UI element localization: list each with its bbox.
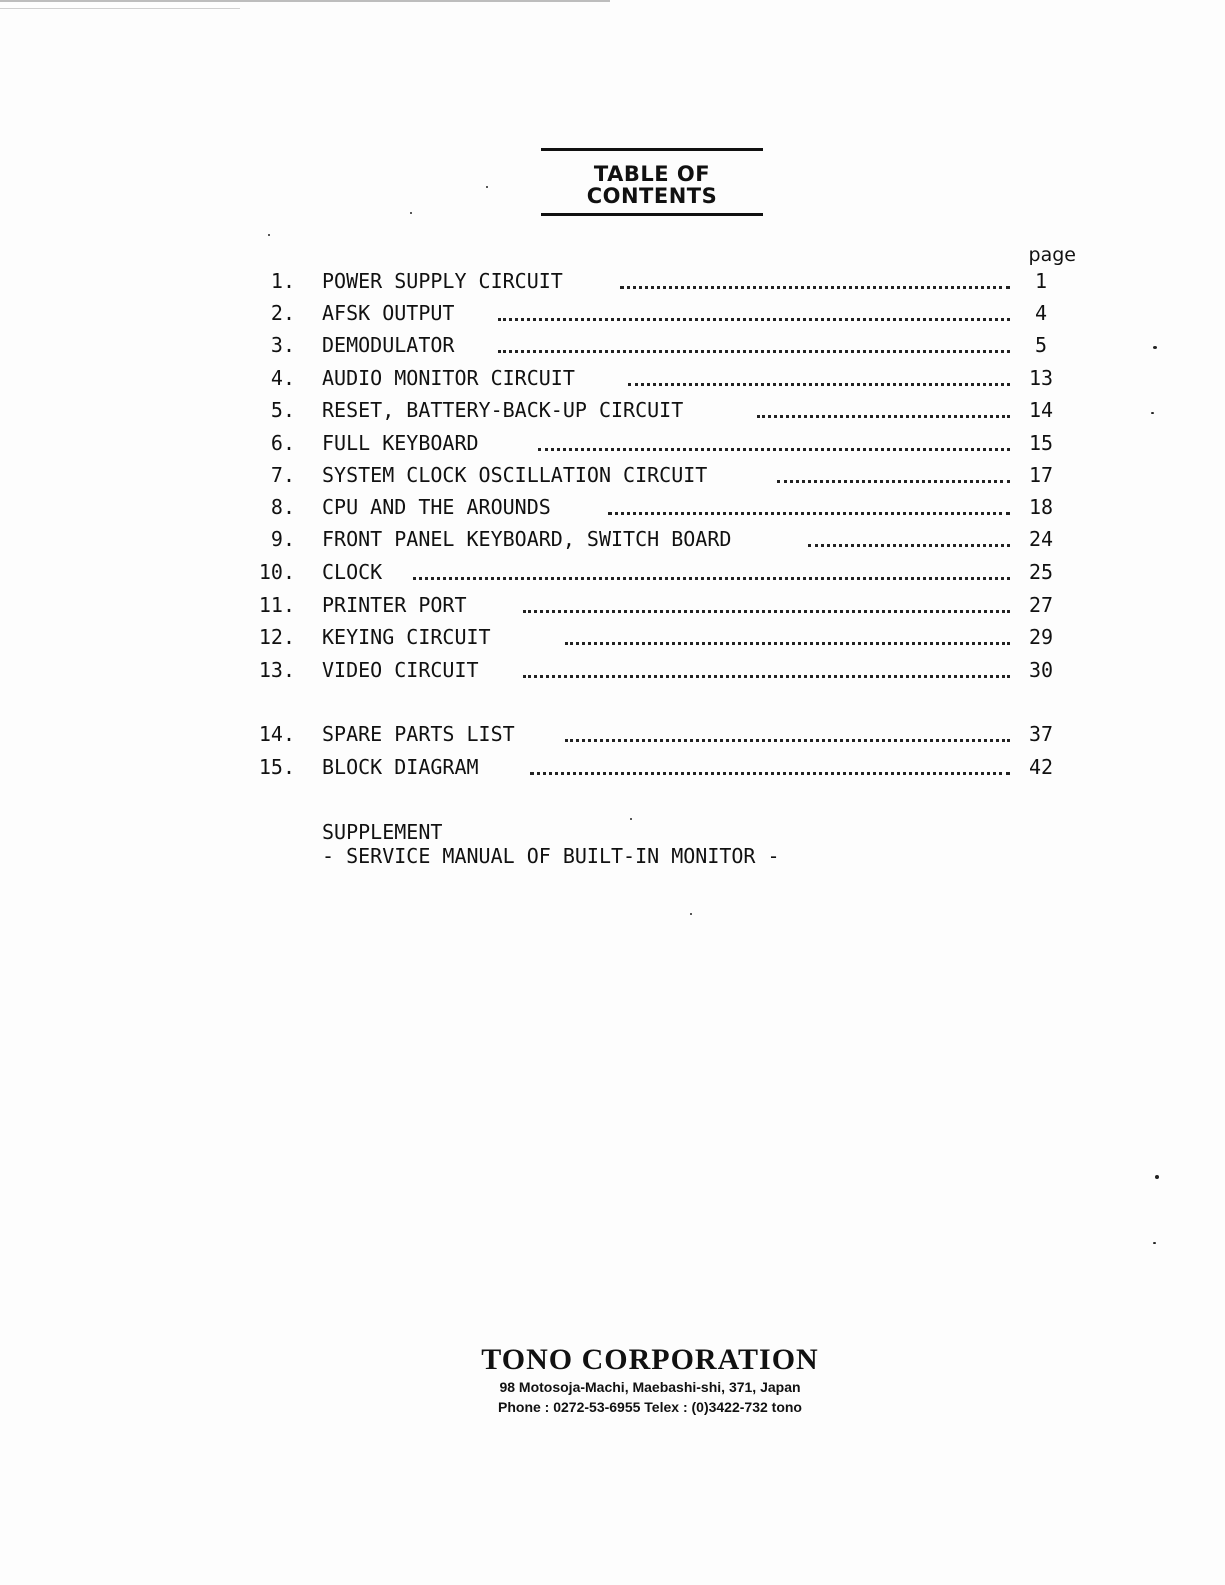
dot-leader (538, 444, 1010, 451)
toc-entry (255, 266, 1075, 296)
scan-speck (486, 186, 488, 188)
toc-entry-title: CPU AND THE AROUNDS (322, 495, 551, 519)
toc-entry-page: 30 (1028, 658, 1054, 682)
dot-leader (413, 573, 1010, 580)
company-address-block (400, 1377, 900, 1417)
toc-entry-title: KEYING CIRCUIT (322, 625, 491, 649)
toc-entry-title: SPARE PARTS LIST (322, 722, 515, 746)
toc-entry-title: SYSTEM CLOCK OSCILLATION CIRCUIT (322, 463, 708, 487)
toc-entry-page: 18 (1028, 495, 1054, 519)
page-title: TABLE OF CONTENTS (541, 148, 763, 216)
toc-entry-number: 8. (270, 495, 295, 519)
toc-entry-title: BLOCK DIAGRAM (322, 755, 479, 779)
toc-entry (255, 622, 1075, 652)
dot-leader (757, 411, 1010, 418)
toc-entry-number: 3. (270, 333, 295, 357)
dot-leader (530, 768, 1010, 775)
scan-speck (268, 234, 270, 236)
dot-leader (608, 508, 1010, 515)
toc-entry (255, 752, 1075, 782)
toc-entry-page: 37 (1028, 722, 1054, 746)
toc-entry (255, 524, 1075, 554)
toc-entry-page: 1 (1034, 269, 1048, 293)
toc-entry-number: 7. (270, 463, 295, 487)
toc-entry-page: 13 (1028, 366, 1054, 390)
dot-leader (620, 282, 1010, 289)
toc-entry (255, 460, 1075, 490)
toc-entry-title: FULL KEYBOARD (322, 431, 479, 455)
dot-leader (523, 606, 1010, 613)
supplement-section (322, 820, 780, 868)
toc-entry (255, 428, 1075, 458)
company-contact: Phone : 0272-53-6955 Telex : (0)3422-732 tono (498, 1399, 802, 1415)
toc-entry-title: PRINTER PORT (322, 593, 467, 617)
toc-entry-number: 1. (270, 269, 295, 293)
toc-entry-number: 11. (258, 593, 295, 617)
dot-leader (777, 476, 1010, 483)
toc-entry-page: 25 (1028, 560, 1054, 584)
toc-entry-page: 24 (1028, 527, 1054, 551)
scan-edge-line (0, 0, 610, 2)
company-name: TONO CORPORATION (481, 1343, 819, 1376)
toc-entry-number: 10. (258, 560, 295, 584)
scan-speck (1153, 346, 1157, 349)
toc-entry-page: 42 (1028, 755, 1054, 779)
toc-entry-number: 5. (270, 398, 295, 422)
toc-entry-title: DEMODULATOR (322, 333, 455, 357)
page-column-header: page (1028, 244, 1076, 266)
scan-speck (1155, 1175, 1159, 1179)
supplement-subtitle: - SERVICE MANUAL OF BUILT-IN MONITOR - (322, 844, 780, 868)
toc-entry-number: 15. (258, 755, 295, 779)
toc-entry-number: 4. (270, 366, 295, 390)
toc-entry-page: 15 (1028, 431, 1054, 455)
toc-entry (255, 655, 1075, 685)
toc-entry-number: 9. (270, 527, 295, 551)
dot-leader (498, 346, 1010, 353)
scan-speck (410, 212, 412, 214)
toc-entry (255, 330, 1075, 360)
company-address: 98 Motosoja-Machi, Maebashi-shi, 371, Japan (499, 1379, 801, 1395)
toc-entry-number: 13. (258, 658, 295, 682)
toc-entry-title: AFSK OUTPUT (322, 301, 455, 325)
scan-speck (1151, 412, 1154, 414)
toc-entry-number: 12. (258, 625, 295, 649)
dot-leader (808, 540, 1010, 547)
toc-entry-title: FRONT PANEL KEYBOARD, SWITCH BOARD (322, 527, 732, 551)
toc-entry-page: 5 (1034, 333, 1048, 357)
toc-entry-title: POWER SUPPLY CIRCUIT (322, 269, 563, 293)
toc-entry (255, 492, 1075, 522)
toc-entry-title: RESET, BATTERY-BACK-UP CIRCUIT (322, 398, 684, 422)
scan-edge-line (0, 8, 240, 9)
toc-entry (255, 363, 1075, 393)
toc-entry-title: VIDEO CIRCUIT (322, 658, 479, 682)
toc-entry-page: 29 (1028, 625, 1054, 649)
toc-entry-number: 2. (270, 301, 295, 325)
dot-leader (523, 671, 1010, 678)
toc-entry (255, 590, 1075, 620)
supplement-heading: SUPPLEMENT (322, 820, 443, 844)
toc-entry-number: 6. (270, 431, 295, 455)
toc-entry-title: CLOCK (322, 560, 383, 584)
toc-entry (255, 719, 1075, 749)
toc-entry-number: 14. (258, 722, 295, 746)
dot-leader (565, 638, 1010, 645)
scan-speck (690, 913, 692, 915)
toc-entry-page: 4 (1034, 301, 1048, 325)
toc-entry (255, 557, 1075, 587)
toc-entry-title: AUDIO MONITOR CIRCUIT (322, 366, 575, 390)
toc-entry-page: 27 (1028, 593, 1054, 617)
dot-leader (628, 379, 1010, 386)
scan-speck (630, 818, 632, 820)
toc-entry-page: 14 (1028, 398, 1054, 422)
dot-leader (565, 735, 1010, 742)
scan-speck (1153, 1242, 1156, 1244)
toc-entry-page: 17 (1028, 463, 1054, 487)
dot-leader (498, 314, 1010, 321)
toc-entry (255, 395, 1075, 425)
toc-entry (255, 298, 1075, 328)
